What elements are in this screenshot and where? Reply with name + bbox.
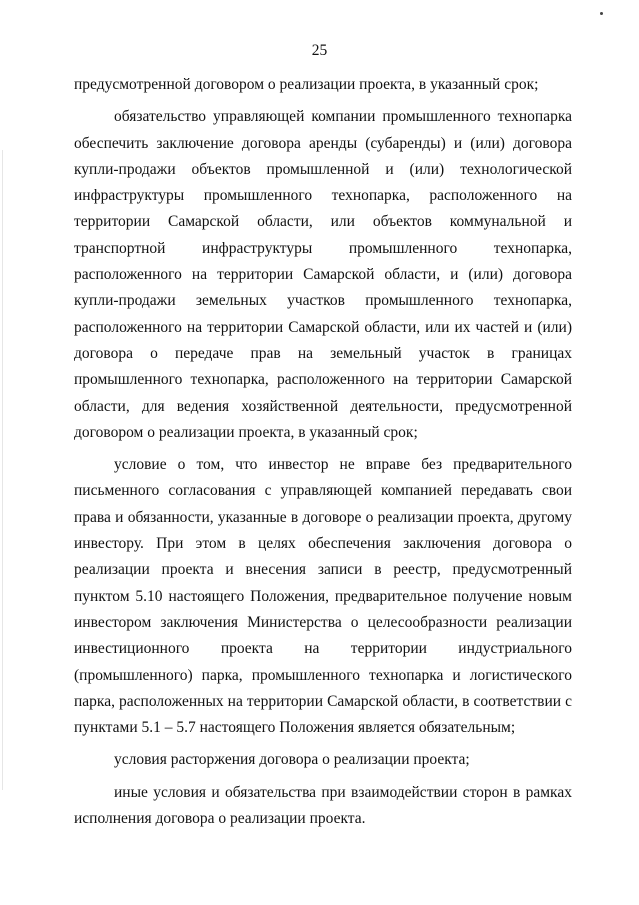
- paragraph-other-conditions: иные условия и обязательства при взаимодействии сторон в рамках исполнения договора о реализации проекта.: [74, 783, 572, 828]
- paragraph-investor-rights-transfer: условие о том, что инвестор не вправе без предварительного письменного согласования с управляющей компанией передавать свои права и обязанности, указанные в договоре о реализации проекта, другому инвестору. При этом в целях обеспечения заключения договора о реализации проекта и внесения записи в реестр, предусмотренный пунктом 5.10 настоящего Положения, предварительное получение новым инвестором заключения Министерства о целесообразности реализации инвестиционного проекта на территории индустриального (промышленного) парка, промышленного технопарка и логистического парка, расположенных на территории Самарской области, в соответствии с пунктами 5.1 – 5.7 настоящего Положения является обязательным;: [74, 456, 572, 737]
- paragraph-management-company-obligation: обязательство управляющей компании промышленного технопарка обеспечить заключение договора аренды (субаренды) и (или) договора купли-продажи объектов промышленной и (или) технологической инфраструктуры промышленного технопарка, расположенного на территории Самарской области, или объектов коммунальной и транспортной инфраструктуры промышленного технопарка, расположенного на территории Самарской области, и (или) договора купли-продажи земельных участков промышленного технопарка, расположенного на территории Самарской области, или их частей и (или) договора о передаче прав на земельный участок в границах промышленного технопарка, расположенного на территории Самарской области, для ведения хозяйственной деятельности, предусмотренной договором о реализации проекта, в указанный срок;: [74, 108, 572, 441]
- paragraph-continuation: предусмотренной договором о реализации проекта, в указанный срок;: [74, 76, 539, 93]
- scan-speck: [600, 12, 603, 15]
- paragraph-termination-conditions: условия расторжения договора о реализации проекта;: [114, 751, 470, 769]
- scan-edge-shadow: [2, 150, 3, 790]
- page-number: 25: [311, 42, 328, 59]
- document-body: [74, 72, 572, 832]
